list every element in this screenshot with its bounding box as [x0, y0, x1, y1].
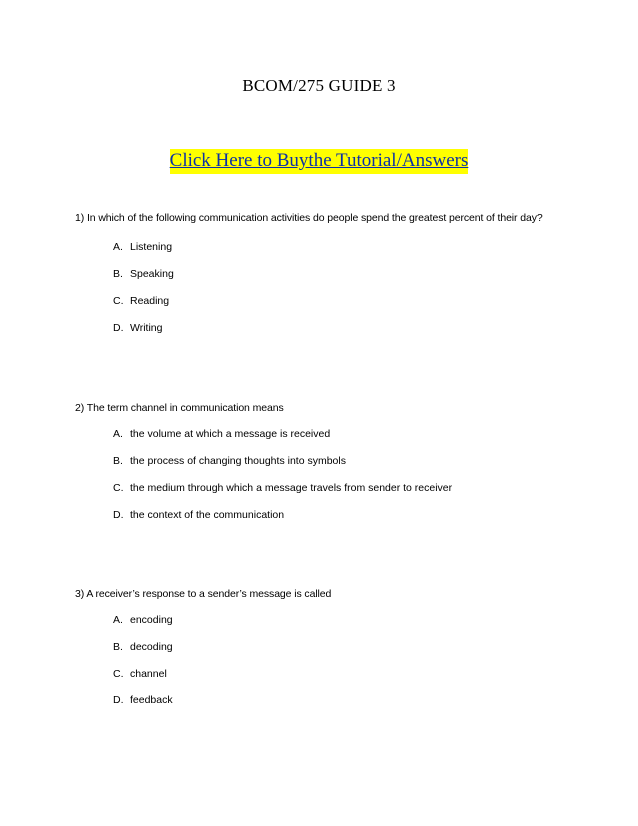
question-1-option-c	[113, 295, 169, 307]
question-3-option-a	[113, 614, 173, 626]
option-letter: A.	[113, 428, 123, 440]
option-text: Listening	[130, 241, 173, 253]
option-text: Writing	[130, 322, 163, 334]
question-2-option-b	[113, 455, 346, 467]
option-letter: B.	[113, 268, 123, 280]
option-letter: C.	[113, 482, 124, 494]
option-text: decoding	[130, 641, 173, 653]
question-3: 3) A receiver’s response to a sender’s message is called	[75, 588, 332, 600]
option-letter: B.	[113, 455, 123, 467]
option-text: the context of the communication	[130, 509, 285, 521]
option-text: Reading	[130, 295, 170, 307]
option-letter: D.	[113, 322, 124, 334]
option-text: Speaking	[130, 268, 174, 280]
option-letter: C.	[113, 295, 124, 307]
buy-tutorial-link[interactable]: Click Here to Buythe Tutorial/Answers	[170, 149, 469, 174]
question-1: 1) In which of the following communication activities do people spend the greatest percent of their day?	[75, 212, 543, 224]
option-text: feedback	[130, 694, 173, 706]
option-letter: C.	[113, 668, 124, 680]
option-text: the process of changing thoughts into symbols	[130, 455, 346, 467]
document-title: BCOM/275 GUIDE 3	[242, 76, 396, 95]
option-text: the volume at which a message is received	[130, 428, 331, 440]
option-letter: A.	[113, 241, 123, 253]
question-3-option-c	[113, 668, 167, 680]
tutorial-link-container	[0, 150, 638, 172]
question-1-option-d	[113, 322, 162, 334]
option-letter: B.	[113, 641, 123, 653]
question-1-option-a	[113, 241, 172, 253]
option-text: the medium through which a message travels from sender to receiver	[130, 482, 453, 494]
option-text: encoding	[130, 614, 173, 626]
option-letter: D.	[113, 694, 124, 706]
question-2-option-d	[113, 509, 284, 521]
option-letter: D.	[113, 509, 124, 521]
question-1-option-b	[113, 268, 174, 280]
question-2-option-c	[113, 482, 452, 494]
option-text: channel	[130, 668, 167, 680]
question-3-option-b	[113, 641, 173, 653]
question-3-option-d	[113, 694, 173, 706]
question-2: 2) The term channel in communication means	[75, 402, 284, 414]
question-2-option-a	[113, 428, 330, 440]
option-letter: A.	[113, 614, 123, 626]
